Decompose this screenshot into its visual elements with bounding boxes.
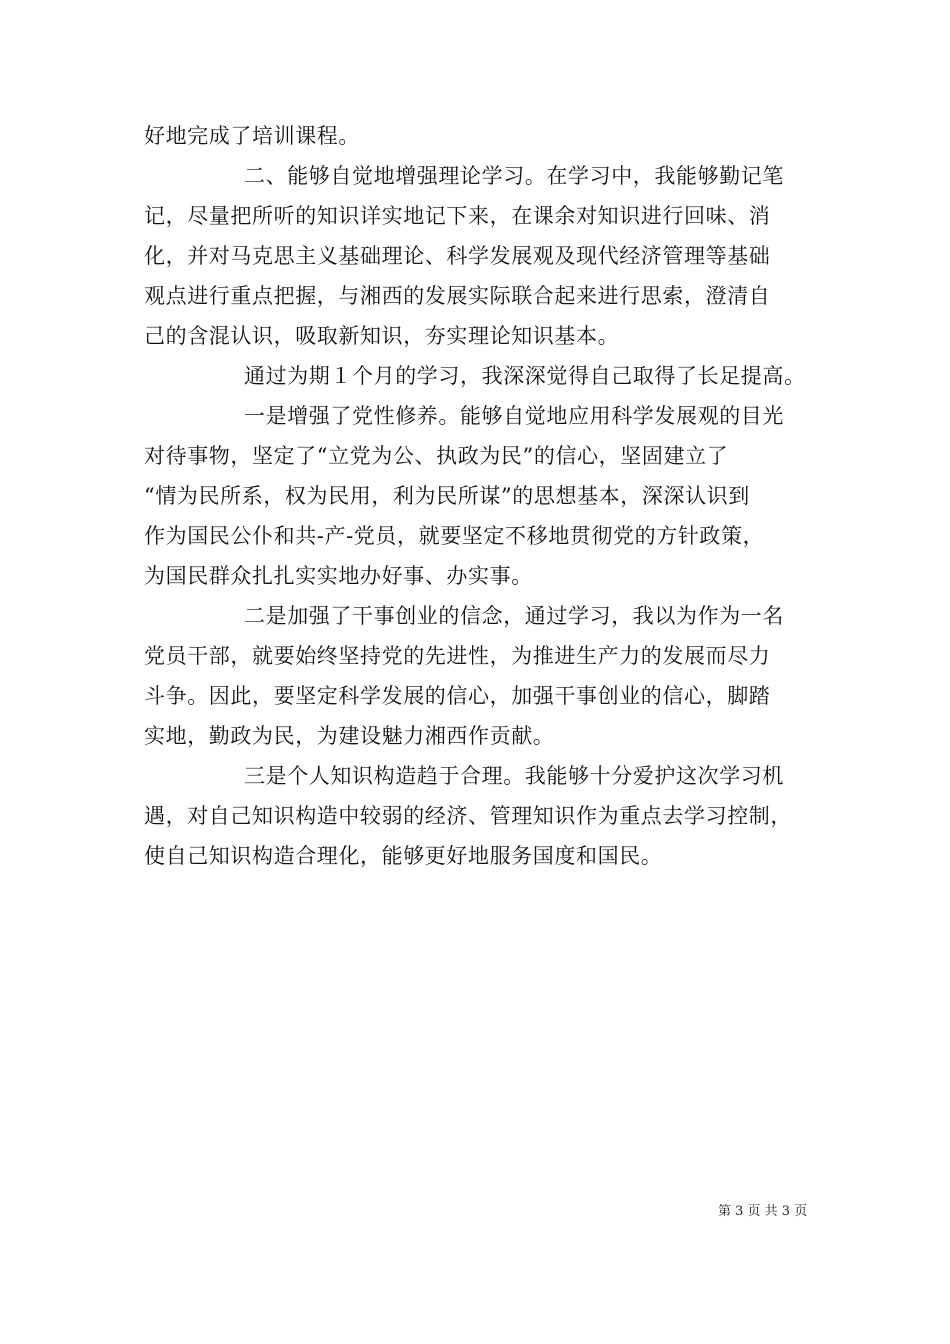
text-line: “情为民所系，权为民用，利为民所谋”的思想基本，深深认识到 xyxy=(144,484,750,508)
paragraph-first-line: 二、能够自觉地增强理论学习。在学习中，我能够勤记笔 xyxy=(244,164,784,188)
text-line: 己的含混认识，吸取新知识，夯实理论知识基本。 xyxy=(144,324,620,348)
paragraph-first-line: 通过为期１个月的学习，我深深觉得自己取得了长足提高。 xyxy=(244,364,806,388)
text-line: 遇，对自己知识构造中较弱的经济、管理知识作为重点去学习控制， xyxy=(144,804,792,828)
text-line: 斗争。因此，要坚定科学发展的信心，加强干事创业的信心，脚踏 xyxy=(144,684,771,708)
text-line: 观点进行重点把握，与湘西的发展实际联合起来进行思索，澄清自 xyxy=(144,284,771,308)
document-body xyxy=(144,116,814,876)
paragraph-first-line: 一是增强了党性修养。能够自觉地应用科学发展观的目光 xyxy=(244,404,784,428)
text-line: 使自己知识构造合理化，能够更好地服务国度和国民。 xyxy=(144,844,663,868)
text-line: 实地，勤政为民，为建设魅力湘西作贡献。 xyxy=(144,724,555,748)
text-line: 为国民群众扎扎实实地办好事、办实事。 xyxy=(144,564,533,588)
text-line: 作为国民公仆和共-产-党员，就要坚定不移地贯彻党的方针政策， xyxy=(144,524,765,548)
paragraph-first-line: 二是加强了干事创业的信念，通过学习，我以为作为一名 xyxy=(244,604,784,628)
text-line: 记，尽量把所听的知识详实地记下来，在课余对知识进行回味、消 xyxy=(144,204,771,228)
text-line: 对待事物，坚定了“立党为公、执政为民”的信心，坚固建立了 xyxy=(144,444,729,468)
paragraph-first-line: 三是个人知识构造趋于合理。我能够十分爱护这次学习机 xyxy=(244,764,784,788)
text-line: 党员干部，就要始终坚持党的先进性，为推进生产力的发展而尽力 xyxy=(144,644,771,668)
text-line: 化，并对马克思主义基础理论、科学发展观及现代经济管理等基础 xyxy=(144,244,771,268)
page-number-footer: 第 3 页 共 3 页 xyxy=(718,1204,808,1219)
text-line: 好地完成了培训课程。 xyxy=(144,124,360,148)
